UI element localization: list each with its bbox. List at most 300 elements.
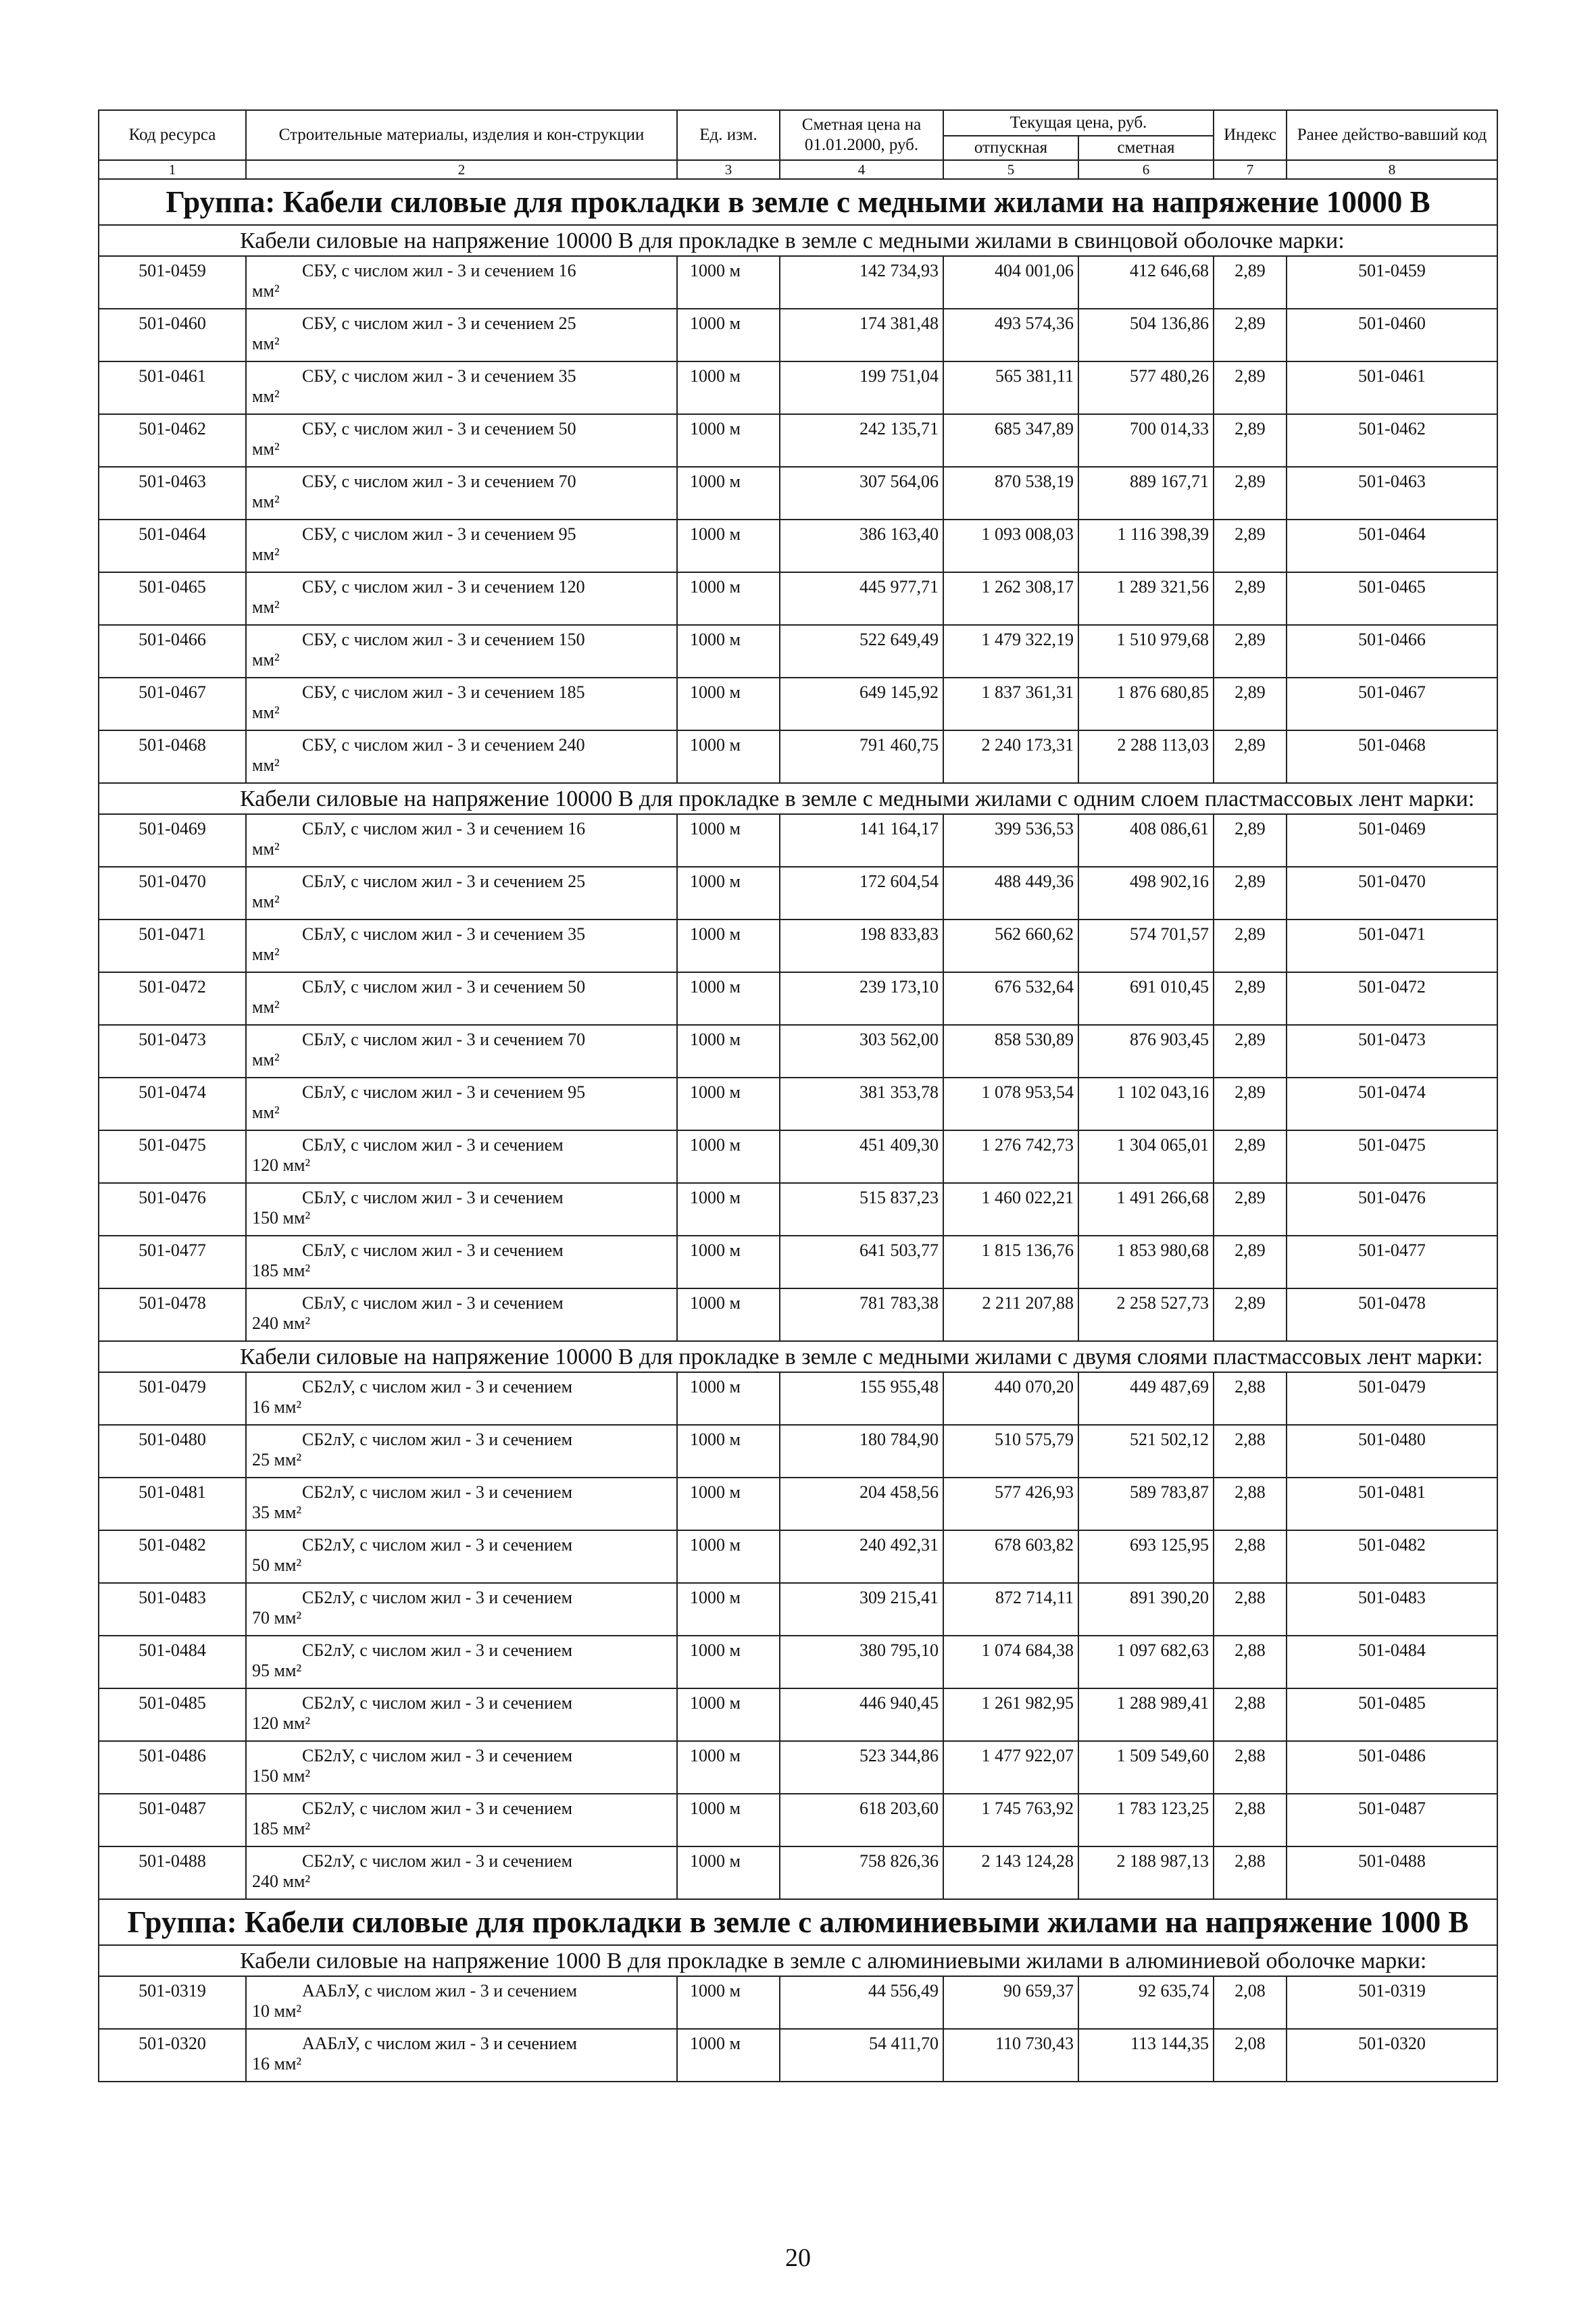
material-name bbox=[246, 972, 677, 1025]
price-index: 2,89 bbox=[1214, 972, 1287, 1025]
material-name-line1: СБлУ, с числом жил - 3 и сечением 50 bbox=[302, 977, 586, 997]
table-row bbox=[99, 520, 1497, 572]
table-row bbox=[99, 972, 1497, 1025]
unit: 1000 м bbox=[677, 256, 780, 309]
price-wholesale: 685 347,89 bbox=[943, 414, 1078, 467]
col-number: 8 bbox=[1287, 160, 1497, 179]
table-row bbox=[99, 1741, 1497, 1794]
col-index-header: Индекс bbox=[1214, 110, 1287, 160]
material-name-line1: СБлУ, с числом жил - 3 и сечением 25 bbox=[302, 872, 586, 891]
material-name-line1: СБУ, с числом жил - 3 и сечением 16 bbox=[302, 261, 576, 280]
table-row bbox=[99, 920, 1497, 972]
price-index: 2,88 bbox=[1214, 1741, 1287, 1794]
price-wholesale: 90 659,37 bbox=[943, 1976, 1078, 2029]
material-name bbox=[246, 467, 677, 520]
group-heading-row bbox=[99, 179, 1497, 225]
table-row bbox=[99, 1025, 1497, 1078]
price-index: 2,89 bbox=[1214, 1078, 1287, 1130]
price-index: 2,88 bbox=[1214, 1530, 1287, 1583]
unit: 1000 м bbox=[677, 920, 780, 972]
table-row bbox=[99, 678, 1497, 730]
unit: 1000 м bbox=[677, 1130, 780, 1183]
material-name-line1: СБ2лУ, с числом жил - 3 и сечением bbox=[302, 1482, 573, 1502]
price-2000: 791 460,75 bbox=[780, 730, 943, 783]
price-2000: 515 837,23 bbox=[780, 1183, 943, 1236]
resource-code: 501-0486 bbox=[99, 1741, 246, 1794]
material-name-line1: СБУ, с числом жил - 3 и сечением 95 bbox=[302, 524, 576, 544]
resource-code: 501-0461 bbox=[99, 361, 246, 414]
price-2000: 380 795,10 bbox=[780, 1636, 943, 1688]
price-wholesale: 858 530,89 bbox=[943, 1025, 1078, 1078]
resource-code: 501-0320 bbox=[99, 2029, 246, 2082]
unit: 1000 м bbox=[677, 309, 780, 361]
material-name-line1: СБУ, с числом жил - 3 и сечением 50 bbox=[302, 419, 576, 438]
material-name bbox=[246, 1688, 677, 1741]
previous-code: 501-0481 bbox=[1287, 1478, 1497, 1530]
previous-code: 501-0473 bbox=[1287, 1025, 1497, 1078]
unit: 1000 м bbox=[677, 730, 780, 783]
material-name bbox=[246, 1478, 677, 1530]
price-wholesale: 1 460 022,21 bbox=[943, 1183, 1078, 1236]
material-name bbox=[246, 309, 677, 361]
subgroup-heading-row bbox=[99, 783, 1497, 814]
table-row bbox=[99, 309, 1497, 361]
material-name-line2: 120 мм² bbox=[252, 1713, 311, 1733]
price-estimate: 891 390,20 bbox=[1078, 1583, 1214, 1636]
unit: 1000 м bbox=[677, 1794, 780, 1846]
unit: 1000 м bbox=[677, 1288, 780, 1341]
material-name-line1: СБ2лУ, с числом жил - 3 и сечением bbox=[302, 1693, 573, 1713]
unit: 1000 м bbox=[677, 814, 780, 867]
price-2000: 523 344,86 bbox=[780, 1741, 943, 1794]
material-name-line1: СБ2лУ, с числом жил - 3 и сечением bbox=[302, 1799, 573, 1818]
material-name-line2: мм² bbox=[252, 703, 280, 722]
previous-code: 501-0465 bbox=[1287, 572, 1497, 625]
resource-code: 501-0478 bbox=[99, 1288, 246, 1341]
previous-code: 501-0487 bbox=[1287, 1794, 1497, 1846]
material-name-line2: мм² bbox=[252, 1103, 280, 1122]
resource-code: 501-0459 bbox=[99, 256, 246, 309]
price-estimate: 700 014,33 bbox=[1078, 414, 1214, 467]
material-name bbox=[246, 1130, 677, 1183]
material-name bbox=[246, 1583, 677, 1636]
table-row bbox=[99, 256, 1497, 309]
resource-code: 501-0319 bbox=[99, 1976, 246, 2029]
unit: 1000 м bbox=[677, 1976, 780, 2029]
material-name-line2: 10 мм² bbox=[252, 2001, 302, 2021]
price-estimate: 92 635,74 bbox=[1078, 1976, 1214, 2029]
price-index: 2,08 bbox=[1214, 2029, 1287, 2082]
material-name-line1: СБУ, с числом жил - 3 и сечением 185 bbox=[302, 682, 585, 702]
unit: 1000 м bbox=[677, 1236, 780, 1288]
material-name bbox=[246, 1741, 677, 1794]
previous-code: 501-0463 bbox=[1287, 467, 1497, 520]
price-2000: 309 215,41 bbox=[780, 1583, 943, 1636]
price-wholesale: 577 426,93 bbox=[943, 1478, 1078, 1530]
unit: 1000 м bbox=[677, 2029, 780, 2082]
price-wholesale: 870 538,19 bbox=[943, 467, 1078, 520]
price-index: 2,89 bbox=[1214, 867, 1287, 920]
unit: 1000 м bbox=[677, 1183, 780, 1236]
unit: 1000 м bbox=[677, 1741, 780, 1794]
material-name-line2: мм² bbox=[252, 281, 280, 301]
col-wholesale-header: отпускная bbox=[943, 136, 1078, 160]
unit: 1000 м bbox=[677, 1478, 780, 1530]
material-name-line2: 16 мм² bbox=[252, 1397, 302, 1417]
material-name-line2: 70 мм² bbox=[252, 1608, 302, 1628]
material-name bbox=[246, 1078, 677, 1130]
price-index: 2,88 bbox=[1214, 1846, 1287, 1899]
material-name bbox=[246, 1236, 677, 1288]
table-row bbox=[99, 867, 1497, 920]
price-estimate: 408 086,61 bbox=[1078, 814, 1214, 867]
price-wholesale: 1 276 742,73 bbox=[943, 1130, 1078, 1183]
previous-code: 501-0459 bbox=[1287, 256, 1497, 309]
price-wholesale: 493 574,36 bbox=[943, 309, 1078, 361]
material-name-line2: 240 мм² bbox=[252, 1871, 311, 1891]
price-index: 2,89 bbox=[1214, 678, 1287, 730]
material-name bbox=[246, 572, 677, 625]
material-name-line1: СБ2лУ, с числом жил - 3 и сечением bbox=[302, 1377, 573, 1397]
price-index: 2,89 bbox=[1214, 1236, 1287, 1288]
table-row bbox=[99, 1288, 1497, 1341]
previous-code: 501-0486 bbox=[1287, 1741, 1497, 1794]
material-name-line2: 240 мм² bbox=[252, 1313, 311, 1333]
unit: 1000 м bbox=[677, 972, 780, 1025]
price-2000: 204 458,56 bbox=[780, 1478, 943, 1530]
price-2000: 307 564,06 bbox=[780, 467, 943, 520]
material-name-line1: СБлУ, с числом жил - 3 и сечением bbox=[302, 1188, 564, 1207]
price-estimate: 693 125,95 bbox=[1078, 1530, 1214, 1583]
material-name-line2: мм² bbox=[252, 839, 280, 859]
material-name-line1: СБлУ, с числом жил - 3 и сечением bbox=[302, 1240, 564, 1260]
table-row bbox=[99, 1078, 1497, 1130]
previous-code: 501-0477 bbox=[1287, 1236, 1497, 1288]
price-2000: 239 173,10 bbox=[780, 972, 943, 1025]
table-row bbox=[99, 414, 1497, 467]
price-index: 2,89 bbox=[1214, 414, 1287, 467]
previous-code: 501-0320 bbox=[1287, 2029, 1497, 2082]
price-2000: 142 734,93 bbox=[780, 256, 943, 309]
price-index: 2,88 bbox=[1214, 1583, 1287, 1636]
price-wholesale: 1 078 953,54 bbox=[943, 1078, 1078, 1130]
material-name-line1: ААБлУ, с числом жил - 3 и сечением bbox=[302, 2034, 577, 2053]
previous-code: 501-0467 bbox=[1287, 678, 1497, 730]
col-prev-header: Ранее действо-вавший код bbox=[1287, 110, 1497, 160]
subgroup-heading-row bbox=[99, 1341, 1497, 1372]
unit: 1000 м bbox=[677, 1425, 780, 1478]
unit: 1000 м bbox=[677, 1025, 780, 1078]
material-name-line1: СБлУ, с числом жил - 3 и сечением 35 bbox=[302, 924, 586, 944]
table-row bbox=[99, 814, 1497, 867]
price-index: 2,89 bbox=[1214, 256, 1287, 309]
price-estimate: 412 646,68 bbox=[1078, 256, 1214, 309]
price-estimate: 1 510 979,68 bbox=[1078, 625, 1214, 678]
price-index: 2,88 bbox=[1214, 1794, 1287, 1846]
price-estimate: 2 288 113,03 bbox=[1078, 730, 1214, 783]
resource-code: 501-0482 bbox=[99, 1530, 246, 1583]
material-name-line1: СБУ, с числом жил - 3 и сечением 150 bbox=[302, 630, 585, 649]
price-wholesale: 2 240 173,31 bbox=[943, 730, 1078, 783]
material-name-line2: 95 мм² bbox=[252, 1661, 302, 1680]
previous-code: 501-0466 bbox=[1287, 625, 1497, 678]
previous-code: 501-0488 bbox=[1287, 1846, 1497, 1899]
material-name-line2: 150 мм² bbox=[252, 1208, 311, 1228]
price-index: 2,89 bbox=[1214, 361, 1287, 414]
previous-code: 501-0468 bbox=[1287, 730, 1497, 783]
price-2000: 445 977,71 bbox=[780, 572, 943, 625]
material-name bbox=[246, 361, 677, 414]
previous-code: 501-0483 bbox=[1287, 1583, 1497, 1636]
previous-code: 501-0319 bbox=[1287, 1976, 1497, 2029]
price-estimate: 577 480,26 bbox=[1078, 361, 1214, 414]
price-2000: 781 783,38 bbox=[780, 1288, 943, 1341]
resource-code: 501-0487 bbox=[99, 1794, 246, 1846]
price-index: 2,88 bbox=[1214, 1372, 1287, 1425]
price-index: 2,89 bbox=[1214, 467, 1287, 520]
price-table bbox=[98, 109, 1498, 2082]
price-wholesale: 1 477 922,07 bbox=[943, 1741, 1078, 1794]
price-index: 2,89 bbox=[1214, 572, 1287, 625]
resource-code: 501-0472 bbox=[99, 972, 246, 1025]
unit: 1000 м bbox=[677, 1583, 780, 1636]
material-name bbox=[246, 625, 677, 678]
price-2000: 618 203,60 bbox=[780, 1794, 943, 1846]
material-name-line1: СБлУ, с числом жил - 3 и сечением bbox=[302, 1293, 564, 1313]
material-name-line1: СБ2лУ, с числом жил - 3 и сечением bbox=[302, 1535, 573, 1555]
price-estimate: 504 136,86 bbox=[1078, 309, 1214, 361]
previous-code: 501-0461 bbox=[1287, 361, 1497, 414]
material-name-line1: ААБлУ, с числом жил - 3 и сечением bbox=[302, 1981, 577, 2001]
table-row bbox=[99, 1530, 1497, 1583]
price-wholesale: 1 837 361,31 bbox=[943, 678, 1078, 730]
previous-code: 501-0480 bbox=[1287, 1425, 1497, 1478]
price-estimate: 1 097 682,63 bbox=[1078, 1636, 1214, 1688]
table-row bbox=[99, 1236, 1497, 1288]
page-number: 20 bbox=[785, 2244, 811, 2272]
col-estimate-header: сметная bbox=[1078, 136, 1214, 160]
price-wholesale: 562 660,62 bbox=[943, 920, 1078, 972]
material-name bbox=[246, 414, 677, 467]
price-index: 2,89 bbox=[1214, 625, 1287, 678]
material-name-line1: СБлУ, с числом жил - 3 и сечением 70 bbox=[302, 1030, 586, 1049]
material-name-line1: СБ2лУ, с числом жил - 3 и сечением bbox=[302, 1746, 573, 1765]
material-name bbox=[246, 1183, 677, 1236]
material-name bbox=[246, 1372, 677, 1425]
price-index: 2,88 bbox=[1214, 1478, 1287, 1530]
material-name bbox=[246, 867, 677, 920]
table-row bbox=[99, 1372, 1497, 1425]
material-name bbox=[246, 730, 677, 783]
price-estimate: 589 783,87 bbox=[1078, 1478, 1214, 1530]
previous-code: 501-0478 bbox=[1287, 1288, 1497, 1341]
table-row bbox=[99, 730, 1497, 783]
material-name bbox=[246, 1025, 677, 1078]
price-estimate: 691 010,45 bbox=[1078, 972, 1214, 1025]
col-unit-header: Ед. изм. bbox=[677, 110, 780, 160]
previous-code: 501-0482 bbox=[1287, 1530, 1497, 1583]
price-index: 2,89 bbox=[1214, 309, 1287, 361]
material-name-line1: СБУ, с числом жил - 3 и сечением 240 bbox=[302, 735, 585, 755]
price-wholesale: 404 001,06 bbox=[943, 256, 1078, 309]
price-index: 2,88 bbox=[1214, 1425, 1287, 1478]
resource-code: 501-0475 bbox=[99, 1130, 246, 1183]
material-name bbox=[246, 920, 677, 972]
resource-code: 501-0474 bbox=[99, 1078, 246, 1130]
price-estimate: 876 903,45 bbox=[1078, 1025, 1214, 1078]
material-name bbox=[246, 520, 677, 572]
material-name bbox=[246, 1636, 677, 1688]
previous-code: 501-0479 bbox=[1287, 1372, 1497, 1425]
price-estimate: 1 102 043,16 bbox=[1078, 1078, 1214, 1130]
price-wholesale: 1 074 684,38 bbox=[943, 1636, 1078, 1688]
resource-code: 501-0471 bbox=[99, 920, 246, 972]
price-estimate: 2 258 527,73 bbox=[1078, 1288, 1214, 1341]
price-2000: 174 381,48 bbox=[780, 309, 943, 361]
material-name-line1: СБ2лУ, с числом жил - 3 и сечением bbox=[302, 1851, 573, 1871]
price-table-sheet bbox=[98, 109, 1497, 2082]
price-index: 2,89 bbox=[1214, 520, 1287, 572]
group-heading: Группа: Кабели силовые для прокладки в земле с алюминиевыми жилами на напряжение 1000 В bbox=[99, 1899, 1497, 1945]
material-name-line2: 120 мм² bbox=[252, 1155, 311, 1175]
previous-code: 501-0476 bbox=[1287, 1183, 1497, 1236]
previous-code: 501-0469 bbox=[1287, 814, 1497, 867]
resource-code: 501-0483 bbox=[99, 1583, 246, 1636]
table-row bbox=[99, 1976, 1497, 2029]
table-row bbox=[99, 1478, 1497, 1530]
price-2000: 451 409,30 bbox=[780, 1130, 943, 1183]
price-2000: 199 751,04 bbox=[780, 361, 943, 414]
unit: 1000 м bbox=[677, 520, 780, 572]
price-wholesale: 1 815 136,76 bbox=[943, 1236, 1078, 1288]
price-wholesale: 510 575,79 bbox=[943, 1425, 1078, 1478]
material-name bbox=[246, 1976, 677, 2029]
material-name-line1: СБлУ, с числом жил - 3 и сечением bbox=[302, 1135, 564, 1155]
material-name-line2: мм² bbox=[252, 997, 280, 1017]
material-name-line2: мм² bbox=[252, 650, 280, 670]
col-number: 3 bbox=[677, 160, 780, 179]
price-index: 2,89 bbox=[1214, 1130, 1287, 1183]
price-index: 2,89 bbox=[1214, 1183, 1287, 1236]
resource-code: 501-0462 bbox=[99, 414, 246, 467]
material-name bbox=[246, 2029, 677, 2082]
previous-code: 501-0472 bbox=[1287, 972, 1497, 1025]
unit: 1000 м bbox=[677, 1636, 780, 1688]
price-wholesale: 2 211 207,88 bbox=[943, 1288, 1078, 1341]
price-index: 2,89 bbox=[1214, 1025, 1287, 1078]
table-row bbox=[99, 1636, 1497, 1688]
col-number: 1 bbox=[99, 160, 246, 179]
material-name-line2: мм² bbox=[252, 945, 280, 964]
unit: 1000 м bbox=[677, 1078, 780, 1130]
unit: 1000 м bbox=[677, 572, 780, 625]
previous-code: 501-0484 bbox=[1287, 1636, 1497, 1688]
material-name bbox=[246, 1794, 677, 1846]
price-estimate: 574 701,57 bbox=[1078, 920, 1214, 972]
material-name-line2: мм² bbox=[252, 1050, 280, 1070]
price-estimate: 1 876 680,85 bbox=[1078, 678, 1214, 730]
table-row bbox=[99, 361, 1497, 414]
price-index: 2,89 bbox=[1214, 730, 1287, 783]
table-row bbox=[99, 1846, 1497, 1899]
col-price2000-header: Сметная цена на 01.01.2000, руб. bbox=[780, 110, 943, 160]
price-2000: 155 955,48 bbox=[780, 1372, 943, 1425]
resource-code: 501-0463 bbox=[99, 467, 246, 520]
price-estimate: 2 188 987,13 bbox=[1078, 1846, 1214, 1899]
price-2000: 54 411,70 bbox=[780, 2029, 943, 2082]
previous-code: 501-0470 bbox=[1287, 867, 1497, 920]
price-index: 2,89 bbox=[1214, 920, 1287, 972]
col-number: 2 bbox=[246, 160, 677, 179]
price-wholesale: 678 603,82 bbox=[943, 1530, 1078, 1583]
resource-code: 501-0485 bbox=[99, 1688, 246, 1741]
resource-code: 501-0481 bbox=[99, 1478, 246, 1530]
col-materials-header: Строительные материалы, изделия и кон-струкции bbox=[246, 110, 677, 160]
col-number: 5 bbox=[943, 160, 1078, 179]
resource-code: 501-0480 bbox=[99, 1425, 246, 1478]
price-wholesale: 676 532,64 bbox=[943, 972, 1078, 1025]
price-wholesale: 872 714,11 bbox=[943, 1583, 1078, 1636]
price-2000: 522 649,49 bbox=[780, 625, 943, 678]
resource-code: 501-0469 bbox=[99, 814, 246, 867]
table-row bbox=[99, 1425, 1497, 1478]
price-estimate: 1 783 123,25 bbox=[1078, 1794, 1214, 1846]
material-name-line2: 185 мм² bbox=[252, 1819, 311, 1838]
price-wholesale: 565 381,11 bbox=[943, 361, 1078, 414]
resource-code: 501-0477 bbox=[99, 1236, 246, 1288]
price-wholesale: 1 479 322,19 bbox=[943, 625, 1078, 678]
col-number: 4 bbox=[780, 160, 943, 179]
material-name-line2: мм² bbox=[252, 545, 280, 564]
price-index: 2,88 bbox=[1214, 1688, 1287, 1741]
price-wholesale: 440 070,20 bbox=[943, 1372, 1078, 1425]
price-wholesale: 110 730,43 bbox=[943, 2029, 1078, 2082]
material-name bbox=[246, 678, 677, 730]
previous-code: 501-0475 bbox=[1287, 1130, 1497, 1183]
price-wholesale: 1 093 008,03 bbox=[943, 520, 1078, 572]
table-row bbox=[99, 1130, 1497, 1183]
material-name-line2: мм² bbox=[252, 492, 280, 511]
price-estimate: 498 902,16 bbox=[1078, 867, 1214, 920]
unit: 1000 м bbox=[677, 678, 780, 730]
material-name-line1: СБ2лУ, с числом жил - 3 и сечением bbox=[302, 1640, 573, 1660]
price-estimate: 1 491 266,68 bbox=[1078, 1183, 1214, 1236]
price-estimate: 521 502,12 bbox=[1078, 1425, 1214, 1478]
material-name-line1: СБ2лУ, с числом жил - 3 и сечением bbox=[302, 1588, 573, 1607]
material-name-line2: мм² bbox=[252, 755, 280, 775]
material-name-line1: СБУ, с числом жил - 3 и сечением 70 bbox=[302, 472, 576, 491]
table-row bbox=[99, 1688, 1497, 1741]
price-2000: 649 145,92 bbox=[780, 678, 943, 730]
resource-code: 501-0467 bbox=[99, 678, 246, 730]
col-current-header: Текущая цена, руб. bbox=[943, 110, 1214, 136]
price-index: 2,89 bbox=[1214, 814, 1287, 867]
unit: 1000 м bbox=[677, 361, 780, 414]
resource-code: 501-0470 bbox=[99, 867, 246, 920]
resource-code: 501-0464 bbox=[99, 520, 246, 572]
material-name-line2: 50 мм² bbox=[252, 1555, 302, 1575]
material-name-line2: 35 мм² bbox=[252, 1503, 302, 1522]
price-wholesale: 488 449,36 bbox=[943, 867, 1078, 920]
table-row bbox=[99, 572, 1497, 625]
previous-code: 501-0460 bbox=[1287, 309, 1497, 361]
price-2000: 198 833,83 bbox=[780, 920, 943, 972]
price-estimate: 1 304 065,01 bbox=[1078, 1130, 1214, 1183]
price-2000: 180 784,90 bbox=[780, 1425, 943, 1478]
material-name-line1: СБУ, с числом жил - 3 и сечением 25 bbox=[302, 313, 576, 333]
material-name-line1: СБУ, с числом жил - 3 и сечением 35 bbox=[302, 366, 576, 386]
unit: 1000 м bbox=[677, 1372, 780, 1425]
